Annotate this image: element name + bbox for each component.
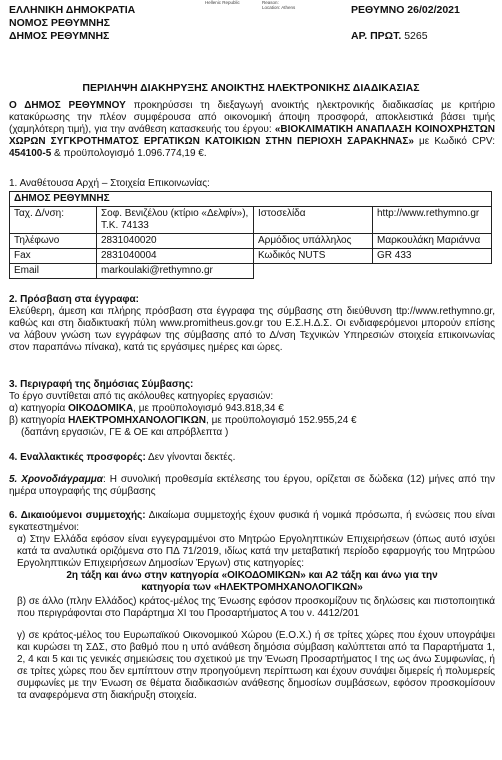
section-4 bbox=[9, 452, 495, 464]
section-3 bbox=[9, 379, 495, 439]
intro-budget: & προϋπολογισμό 1.096.774,19 €. bbox=[51, 148, 207, 159]
contracting-authority: Ο ΔΗΜΟΣ ΡΕΘΥΜΝΟΥ bbox=[9, 100, 126, 111]
table-cell: Κωδικός NUTS bbox=[254, 249, 373, 264]
category-a-budget: , με προϋπολογισμό 943.818,34 € bbox=[133, 403, 284, 414]
issuer-municipality: ΔΗΜΟΣ ΡΕΘΥΜΝΗΣ bbox=[9, 30, 110, 42]
table-cell: Fax bbox=[10, 249, 97, 264]
section-5-text: : Η συνολική προθεσμία εκτέλεσης του έργου, ορίζεται σε δώδεκα (12) μήνες από την ημέρα υπογραφής της σύμβασης bbox=[9, 474, 495, 497]
section-6 bbox=[9, 510, 495, 702]
digital-signature-details bbox=[262, 0, 295, 10]
table-cell: Μαρκουλάκη Μαριάννα bbox=[373, 234, 492, 249]
section-5-heading: 5. Χρονοδιάγραμμα bbox=[9, 474, 103, 485]
table-cell: Ταχ. Δ/νση: bbox=[10, 207, 97, 234]
section-2 bbox=[9, 294, 495, 354]
table-cell: Τηλέφωνο bbox=[10, 234, 97, 249]
table-row bbox=[10, 192, 492, 207]
section-6-heading: 6. Δικαιούμενοι συμμετοχής: bbox=[9, 510, 146, 521]
section-3-heading: 3. Περιγραφή της δημόσιας Σύμβασης: bbox=[9, 379, 194, 390]
table-cell bbox=[373, 264, 492, 279]
class-requirement-line-1: 2η τάξη και άνω στην κατηγορία «ΟΙΚΟΔΟΜΙΚΩΝ» και Α2 τάξη και άνω για την bbox=[66, 570, 438, 581]
table-cell: Ιστοσελίδα bbox=[254, 207, 373, 234]
table-row bbox=[10, 207, 492, 234]
table-cell: Σοφ. Βενιζέλου (κτίριο «Δελφίν»), Τ.Κ. 74133 bbox=[97, 207, 254, 234]
website-cell[interactable]: http://www.rethymno.gr bbox=[373, 207, 492, 234]
section-5 bbox=[9, 474, 495, 498]
table-row bbox=[10, 234, 492, 249]
cpv-code: 454100-5 bbox=[9, 148, 52, 159]
intro-text: προκηρύσσει τη διεξαγωγή ανοικτής ηλεκτρονικής διαδικασίας με κριτήριο κατακύρωσης την πλέον συμφέρουσα από οικονομική άποψη προσφορά, αποκλειστικά βάσει τιμής (χαμηλότερη τιμή), για την ανάθεση κατασκευής του έργου: bbox=[9, 100, 496, 135]
document-reference bbox=[351, 4, 460, 43]
category-b-budget: , με προϋπολογισμό 152.955,24 € bbox=[206, 415, 357, 426]
email-cell[interactable]: markoulaki@rethymno.gr bbox=[97, 264, 254, 279]
category-a bbox=[9, 403, 495, 415]
budget-note: (δαπάνη εργασιών, ΓΕ & ΟΕ και απρόβλεπτα ) bbox=[21, 427, 229, 438]
category-b-name: ΗΛΕΚΤΡΟΜΗΧΑΝΟΛΟΓΙΚΩΝ bbox=[68, 415, 207, 426]
signature-line: Location: Athens bbox=[262, 5, 296, 10]
issuer-country: ΕΛΛΗΝΙΚΗ ΔΗΜΟΚΡΑΤΙΑ bbox=[9, 4, 136, 16]
table-cell: 2831040004 bbox=[97, 249, 254, 264]
class-requirement-line-2: κατηγορία των «ΗΛΕΚΤΡΟΜΗΧΑΝΟΛΟΓΙΚΩΝ» bbox=[141, 582, 363, 593]
section-1-heading: 1. Αναθέτουσα Αρχή – Στοιχεία Επικοινωνίας: bbox=[9, 178, 210, 189]
table-title: ΔΗΜΟΣ ΡΕΘΥΜΝΗΣ bbox=[10, 192, 492, 207]
project-title: «ΒΙΟΚΛΙΜΑΤΙΚΗ ΑΝΑΠΛΑΣΗ ΚΟΙΝΟΧΡΗΣΤΩΝ ΧΩΡΩΝ ΣΥΓΚΡΟΤΗΜΑΤΟΣ ΕΡΓΑΤΙΚΩΝ ΚΑΤΟΙΚΙΩΝ ΣΤΗΝ ΠΕΡΙΟΧΗ ΣΑΡΑΚΗΝΑΣ» bbox=[9, 124, 496, 147]
issuer-block bbox=[9, 4, 135, 43]
document-title: ΠΕΡΙΛΗΨΗ ΔΙΑΚΗΡΥΞΗΣ ΑΝΟΙΚΤΗΣ ΗΛΕΚΤΡΟΝΙΚΗΣ ΔΙΑΔΙΚΑΣΙΑΣ bbox=[82, 82, 420, 94]
table-row bbox=[10, 264, 492, 279]
protocol-value: 5265 bbox=[404, 30, 428, 42]
section-4-text: Δεν γίνονται δεκτές. bbox=[145, 452, 236, 463]
category-a-name: ΟΙΚΟΔΟΜΙΚΑ bbox=[68, 403, 134, 414]
eligibility-b: β) σε άλλο (πλην Ελλάδος) κράτος-μέλος της Ένωσης εφόσον προσκομίζουν τις δηλώσεις και πιστοποιητικά που περιγράφονται στο Παράρτημα XI του Προσαρτήματος Α του ν. 4412/201 bbox=[17, 596, 495, 619]
eligibility-c: γ) σε κράτος-μέλος του Ευρωπαϊκού Οικονομικού Χώρου (Ε.Ο.Χ.) ή σε τρίτες χώρες που έχουν υπογράψει και κυρώσει τη ΣΔΣ, στο βαθμό που η υπό ανάθεση δημόσια σύμβαση καλύπτεται από τα Παραρτήματα 1, 2, 4 και 5 και τις γενικές σημειώσεις του σχετικού με την Ένωση Προσαρτήματος I της ως άνω Συμφωνίας, ή σε τρίτες χώρες που δεν εμπίπτουν στην προηγούμενη περίπτωση και έχουν συνάψει διμερείς ή πολυμερείς συμφωνίες με την Ένωση σε θέματα διαδικασιών ανάθεσης δημοσίων συμβάσεων, εφόσον προσκομίσουν τα αναφερόμενα στη διακήρυξη στοιχεία. bbox=[17, 630, 495, 701]
protocol-label: ΑΡ. ΠΡΩΤ. bbox=[351, 30, 402, 42]
section-3-intro: Το έργο συντίθεται από τις ακόλουθες κατηγορίες εργασιών: bbox=[9, 391, 274, 402]
section-6-text: Δικαίωμα συμμετοχής έχουν φυσικά ή νομικά πρόσωπα, ή ενώσεις που είναι εγκατεστημένοι: bbox=[9, 510, 496, 533]
signature-line: Hellenic Republic bbox=[205, 0, 240, 5]
contact-table bbox=[9, 191, 492, 279]
protocol-number bbox=[351, 30, 460, 43]
table-cell: Αρμόδιος υπάλληλος bbox=[254, 234, 373, 249]
intro-cpv-label: με Κωδικό CPV: bbox=[413, 136, 495, 147]
digital-signature-stamp bbox=[205, 0, 240, 5]
category-b bbox=[9, 415, 495, 427]
table-cell: 2831040020 bbox=[97, 234, 254, 249]
table-cell: Email bbox=[10, 264, 97, 279]
section-4-heading: 4. Εναλλακτικές προσφορές: bbox=[9, 452, 146, 463]
table-row bbox=[10, 249, 492, 264]
category-b-prefix: β) κατηγορία bbox=[9, 415, 69, 426]
table-cell: GR 433 bbox=[373, 249, 492, 264]
category-a-prefix: α) κατηγορία bbox=[9, 403, 69, 414]
intro-paragraph bbox=[9, 100, 495, 160]
table-cell bbox=[254, 264, 373, 279]
section-2-text: Ελεύθερη, άμεση και πλήρης πρόσβαση στα έγγραφα της σύμβασης στη διεύθυνση ttp://www.rethymno.gr, καθώς και στη διαδικτυακή πύλη www.promitheus.gov.gr του Ε.Σ.Η.Δ.Σ. Οι ενδιαφερόμενοι μπορούν επίσης να λάβουν γνώση των εγγράφων της σύμβασης από το Δ/νση Τεχνικών Υπηρεσιών στοιχεία επικοινωνίας στον παραπάνω πίνακα), κατά τις εργάσιμες ημέρες και ώρες. bbox=[9, 306, 495, 353]
issuer-prefecture: ΝΟΜΟΣ ΡΕΘΥΜΝΗΣ bbox=[9, 17, 110, 29]
document-date: ΡΕΘΥΜΝΟ 26/02/2021 bbox=[351, 4, 460, 16]
eligibility-a: α) Στην Ελλάδα εφόσον είναι εγγεγραμμένοι στο Μητρώο Εργοληπτικών Επιχειρήσεων (όπως αυτό ισχύει κατά τα αναλυτικά οριζόμενα στο ΠΔ 71/2019, ιδίως κατά την μεταβατική περίοδο εφαρμογής του Μητρώου Εργοληπτικών Επιχειρήσεων Δημοσίων Έργων) στις κατηγορίες: bbox=[17, 534, 495, 569]
section-2-heading: 2. Πρόσβαση στα έγγραφα: bbox=[9, 294, 140, 305]
signature-line: Reason: bbox=[262, 0, 279, 5]
